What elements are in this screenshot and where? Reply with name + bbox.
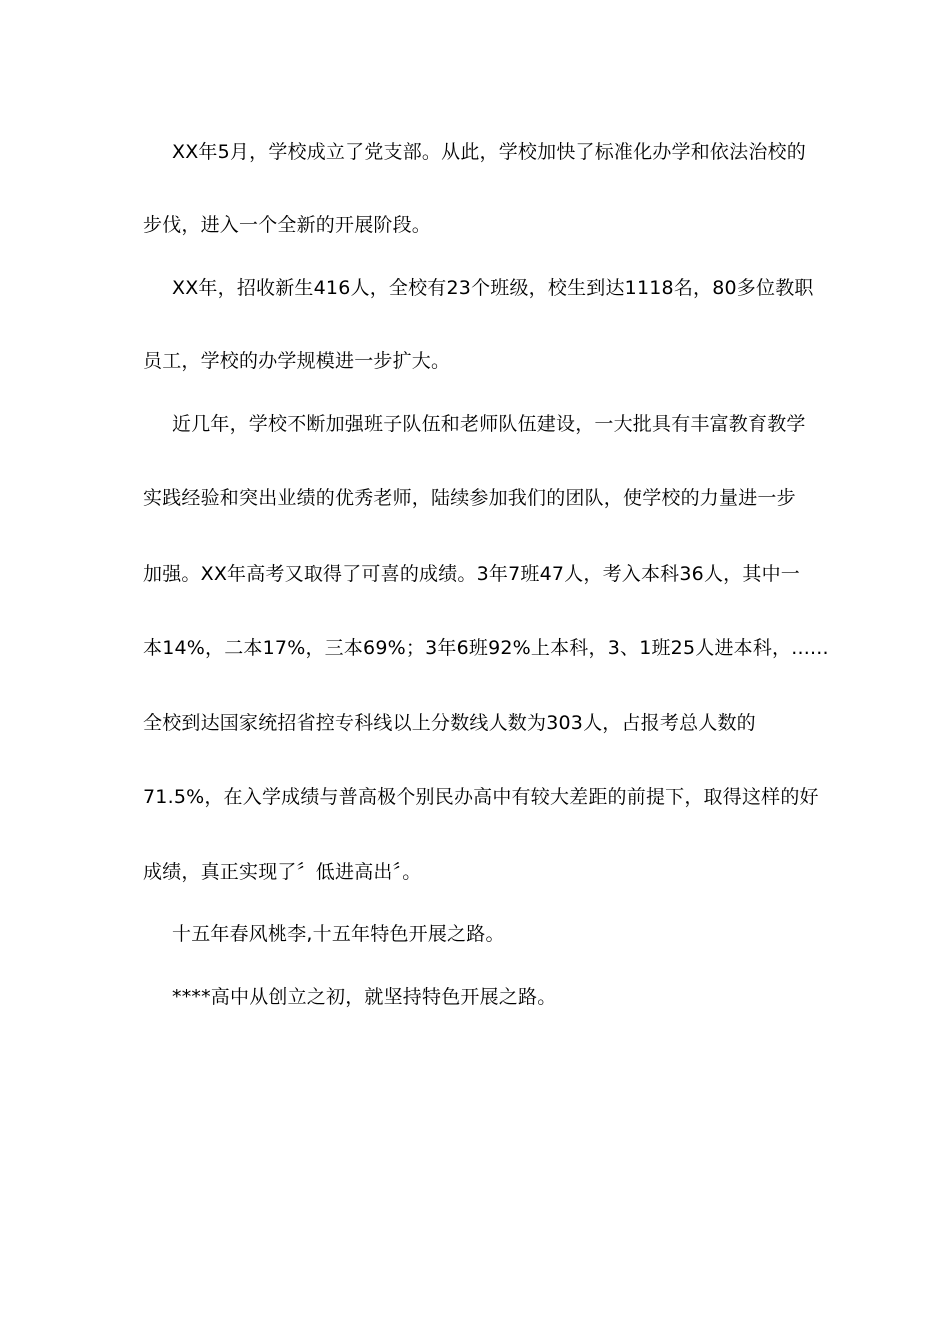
paragraph-2-line-1: XX年，招收新生416人，全校有23个班级，校生到达1118名，80多位教职 [172, 277, 814, 299]
paragraph-5-line-1: ****高中从创立之初，就坚持特色开展之路。 [172, 986, 557, 1008]
paragraph-3-line-2: 实践经验和突出业绩的优秀老师，陆续参加我们的团队，使学校的力量进一步 [143, 487, 796, 509]
paragraph-3-line-3: 加强。XX年高考又取得了可喜的成绩。3年7班47人，考入本科36人，其中一 [143, 563, 800, 585]
paragraph-1-line-2: 步伐，进入一个全新的开展阶段。 [143, 214, 432, 236]
paragraph-1-line-1: XX年5月，学校成立了党支部。从此，学校加快了标准化办学和依法治校的 [172, 141, 806, 163]
paragraph-4-line-1: 十五年春风桃李,十五年特色开展之路。 [172, 923, 505, 945]
paragraph-3-line-5: 全校到达国家统招省控专科线以上分数线人数为303人，占报考总人数的 [143, 712, 756, 734]
paragraph-3-line-6: 71.5%，在入学成绩与普高极个别民办高中有较大差距的前提下，取得这样的好 [143, 786, 819, 808]
paragraph-3-line-1: 近几年，学校不断加强班子队伍和老师队伍建设，一大批具有丰富教育教学 [172, 413, 806, 435]
paragraph-3-line-7: 成绩，真正实现了〞低进高出〞。 [143, 861, 422, 883]
paragraph-3-line-4: 本14%，二本17%，三本69%；3年6班92%上本科，3、1班25人进本科，...... [143, 637, 829, 659]
paragraph-2-line-2: 员工，学校的办学规模进一步扩大。 [143, 350, 451, 372]
